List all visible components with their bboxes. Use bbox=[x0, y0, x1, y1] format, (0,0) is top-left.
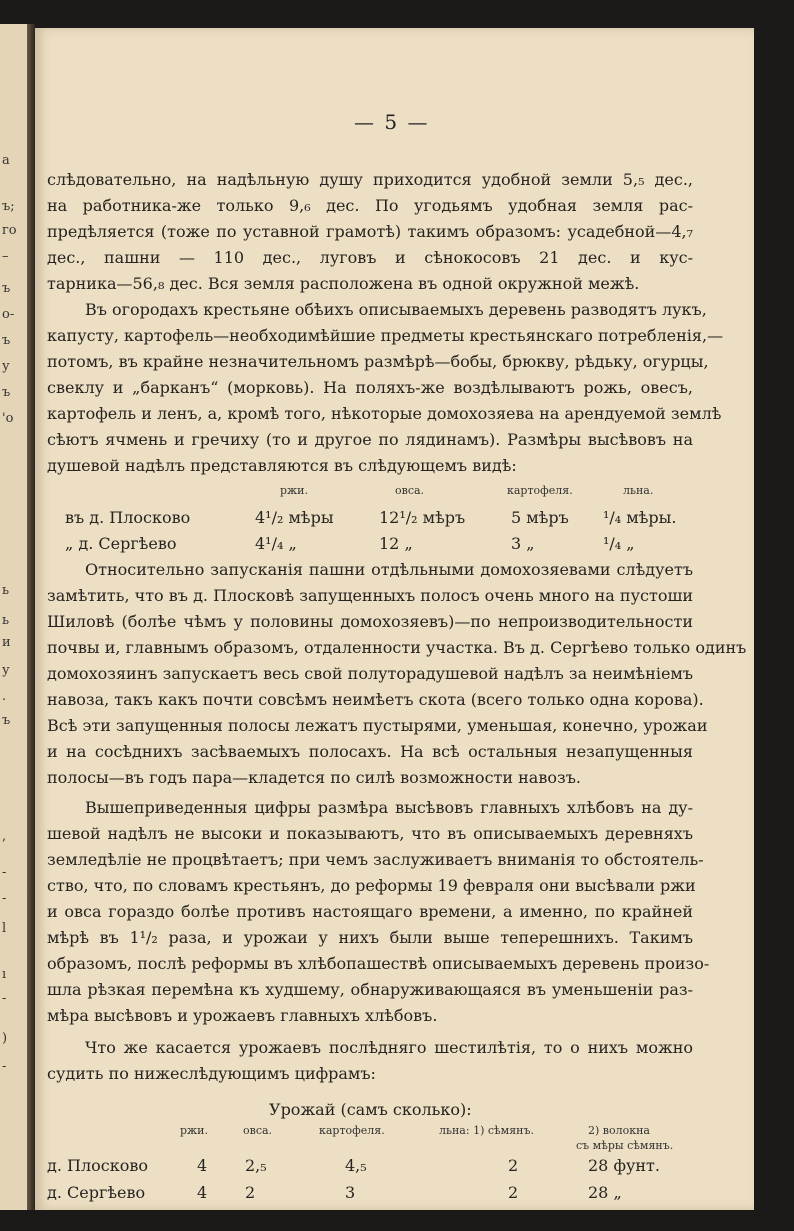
text-line: образомъ, послѣ реформы въ хлѣбопашествѣ описываемыхъ деревень произо- bbox=[47, 954, 710, 973]
prev-page-fragment: - bbox=[2, 1059, 7, 1074]
prev-page-fragment: , bbox=[2, 829, 7, 844]
prev-page-fragment: ъ; bbox=[2, 199, 15, 214]
prev-page-fragment: у bbox=[2, 359, 10, 374]
text-line: дес., пашни — 110 дес., луговъ и сѣнокосовъ 21 дес. и кус- bbox=[47, 248, 693, 267]
column-header: льна. bbox=[623, 484, 654, 497]
prev-page-fragment: . bbox=[2, 689, 7, 704]
table-cell: 4 bbox=[197, 1156, 208, 1175]
text-line: шевой надѣлъ не высоки и показываютъ, что въ описываемыхъ деревняхъ bbox=[47, 824, 693, 843]
text-line: навоза, такъ какъ почти совсѣмъ неимѣетъ скота (всего только одна корова). bbox=[47, 690, 704, 709]
text-line: слѣдовательно, на надѣльную душу приходится удобной земли 5,₅ дес., bbox=[47, 170, 693, 189]
column-header: овса. bbox=[243, 1124, 273, 1137]
table-cell: 4¹/₂ мѣры bbox=[255, 508, 334, 527]
prev-page-fragment: - bbox=[2, 865, 7, 880]
table-cell: 28 „ bbox=[588, 1183, 622, 1202]
text-line: свеклу и „барканъ“ (морковь). На поляхъ-же воздѣлываютъ рожь, овесъ, bbox=[47, 378, 693, 397]
column-header: картофеля. bbox=[319, 1124, 385, 1137]
column-header: картофеля. bbox=[507, 484, 573, 497]
table-cell: ¹/₄ мѣры. bbox=[603, 508, 677, 527]
text-line: замѣтить, что въ д. Плосковѣ запущенныхъ полосъ очень много на пустоши bbox=[47, 586, 693, 605]
text-line: почвы и, главнымъ образомъ, отдаленности участка. Въ д. Сергѣево только одинъ bbox=[47, 638, 747, 657]
table-cell: 3 bbox=[345, 1183, 356, 1202]
table-cell: 4¹/₄ „ bbox=[255, 534, 297, 553]
table-cell: 2 bbox=[508, 1156, 519, 1175]
text-line: тарника—56,₈ дес. Вся земля расположена въ одной окружной межѣ. bbox=[47, 274, 640, 293]
prev-page-fragment: у bbox=[2, 663, 10, 678]
text-line: потомъ, въ крайне незначительномъ размѣрѣ—бобы, брюкву, рѣдьку, огурцы, bbox=[47, 352, 709, 371]
text-line: мѣрѣ въ 1¹/₂ раза, и урожаи у нихъ были выше теперешнихъ. Такимъ bbox=[47, 928, 693, 947]
text-line: на работника-же только 9,₆ дес. По угодьямъ удобная земля рас- bbox=[47, 196, 693, 215]
prev-page-fragment: ъ bbox=[2, 333, 11, 348]
text-line: ство, что, по словамъ крестьянъ, до реформы 19 февраля они высѣвали ржи bbox=[47, 876, 696, 895]
text-line: судить по нижеслѣдующимъ цифрамъ: bbox=[47, 1064, 376, 1083]
row-label: „ д. Сергѣево bbox=[65, 534, 177, 553]
table-cell: 4,₅ bbox=[345, 1156, 367, 1175]
row-label: въ д. Плосково bbox=[65, 508, 191, 527]
table-cell: 2 bbox=[508, 1183, 519, 1202]
text-line: Всѣ эти запущенныя полосы лежатъ пустырями, уменьшая, конечно, урожаи bbox=[47, 716, 708, 735]
prev-page-fragment: ı bbox=[2, 967, 7, 982]
text-line: картофель и ленъ, а, кромѣ того, нѣкоторые домохозяева на арендуемой землѣ bbox=[47, 404, 722, 423]
text-line: Шиловѣ (болѣе чѣмъ у половины домохозяевъ)—по непроизводительности bbox=[47, 612, 693, 631]
text-line: Относительно запусканія пашни отдѣльными домохозяевами слѣдуетъ bbox=[85, 560, 693, 579]
column-header: 2) волокна bbox=[588, 1124, 650, 1137]
prev-page-fragment: ъ bbox=[2, 713, 11, 728]
column-header: ржи. bbox=[180, 1124, 208, 1137]
prev-page-fragment: ь bbox=[2, 613, 10, 628]
text-line: Что же касается урожаевъ послѣдняго шестилѣтія, то о нихъ можно bbox=[85, 1038, 693, 1057]
text-line: капусту, картофель—необходимѣйшие предметы крестьянскаго потребленія,— bbox=[47, 326, 724, 345]
prev-page-fragment: – bbox=[2, 249, 9, 264]
prev-page-fragment: о- bbox=[2, 307, 15, 322]
prev-page-fragment: и bbox=[2, 635, 11, 650]
prev-page-fragment: ъ bbox=[2, 385, 11, 400]
row-label: д. Сергѣево bbox=[47, 1183, 146, 1202]
table-cell: 12 „ bbox=[379, 534, 413, 553]
prev-page-fragment: ь bbox=[2, 583, 10, 598]
table-cell: 12¹/₂ мѣръ bbox=[379, 508, 466, 527]
column-header: льна: 1) сѣмянъ. bbox=[439, 1124, 534, 1137]
text-line: земледѣліе не процвѣтаетъ; при чемъ заслуживаетъ вниманія то обстоятель- bbox=[47, 850, 704, 869]
prev-page-fragment: - bbox=[2, 891, 7, 906]
text-line: шла рѣзкая перемѣна къ худшему, обнаруживающаяся въ уменьшеніи раз- bbox=[47, 980, 693, 999]
text-line: Вышеприведенныя цифры размѣра высѣвовъ главныхъ хлѣбовъ на ду- bbox=[85, 798, 693, 817]
column-header: ржи. bbox=[280, 484, 308, 497]
prev-page-fragment: го bbox=[2, 223, 17, 238]
text-line: и на сосѣднихъ засѣваемыхъ полосахъ. На всѣ остальныя незапущенныя bbox=[47, 742, 693, 761]
text-line: Въ огородахъ крестьяне обѣихъ описываемыхъ деревень разводятъ лукъ, bbox=[85, 300, 707, 319]
row-label: д. Плосково bbox=[47, 1156, 149, 1175]
table-cell: 3 „ bbox=[511, 534, 535, 553]
table-cell: 2,₅ bbox=[245, 1156, 267, 1175]
text-line: мѣра высѣвовъ и урожаевъ главныхъ хлѣбовъ. bbox=[47, 1006, 438, 1025]
prev-page-fragment: 'о bbox=[2, 411, 14, 426]
previous-page-edge bbox=[0, 24, 27, 1210]
book-page bbox=[35, 28, 754, 1210]
table-title: Урожай (самъ сколько): bbox=[269, 1100, 472, 1119]
prev-page-fragment: а bbox=[2, 153, 10, 168]
page-number: — 5 — bbox=[354, 110, 430, 134]
column-header: овса. bbox=[395, 484, 425, 497]
table-cell: ¹/₄ „ bbox=[603, 534, 635, 553]
prev-page-fragment: l bbox=[2, 921, 7, 936]
text-line: сѣютъ ячмень и гречиху (то и другое по лядинамъ). Размѣры высѣвовъ на bbox=[47, 430, 693, 449]
prev-page-fragment: ) bbox=[2, 1031, 8, 1046]
table-cell: 4 bbox=[197, 1183, 208, 1202]
text-line: душевой надѣлъ представляются въ слѣдующемъ видѣ: bbox=[47, 456, 517, 475]
prev-page-fragment: - bbox=[2, 991, 7, 1006]
table-cell: 5 мѣръ bbox=[511, 508, 569, 527]
text-line: полосы—въ годъ пара—кладется по силѣ возможности навозъ. bbox=[47, 768, 581, 787]
column-header: съ мѣры сѣмянъ. bbox=[576, 1139, 674, 1152]
prev-page-fragment: ъ bbox=[2, 281, 11, 296]
text-line: и овса гораздо болѣе противъ настоящаго времени, а именно, по крайней bbox=[47, 902, 693, 921]
text-line: домохозяинъ запускаетъ весь свой полуторадушевой надѣлъ за неимѣніемъ bbox=[47, 664, 694, 683]
table-cell: 2 bbox=[245, 1183, 256, 1202]
text-line: предѣляется (тоже по уставной грамотѣ) такимъ образомъ: усадебной—4,₇ bbox=[47, 222, 693, 241]
book-gutter bbox=[27, 24, 35, 1210]
table-cell: 28 фунт. bbox=[588, 1156, 660, 1175]
